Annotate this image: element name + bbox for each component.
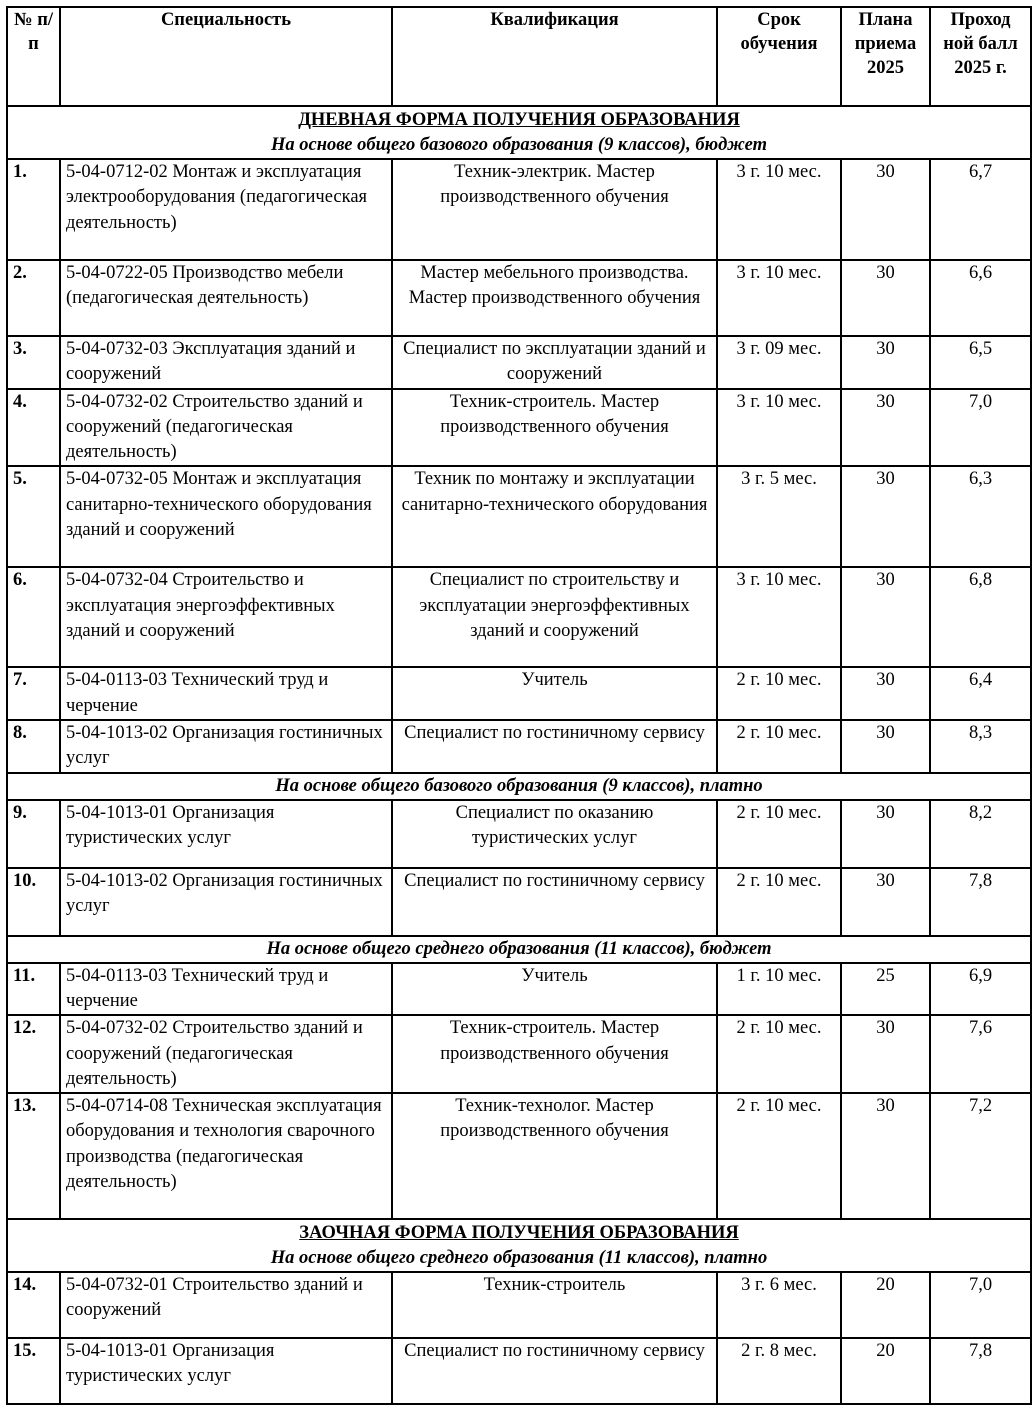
section-header-row — [7, 1219, 1031, 1246]
row-number: 2. — [7, 260, 60, 336]
duration-cell: 3 г. 10 мес. — [717, 567, 841, 667]
qualification-cell: Учитель — [392, 963, 717, 1016]
passing-score-cell: 8,2 — [930, 800, 1031, 868]
passing-score-cell: 6,3 — [930, 466, 1031, 567]
row-number: 11. — [7, 963, 60, 1016]
admission-plan-cell: 30 — [841, 1093, 930, 1219]
admission-plan-cell: 20 — [841, 1338, 930, 1404]
qualification-cell: Специалист по гостиничному сервису — [392, 868, 717, 936]
table-row — [7, 1093, 1031, 1219]
duration-cell: 2 г. 10 мес. — [717, 720, 841, 773]
table-row — [7, 389, 1031, 467]
table-row — [7, 336, 1031, 389]
specialty-cell: 5-04-0732-03 Эксплуатация зданий и сооружений — [60, 336, 392, 389]
subsection-title: На основе общего среднего образования (11 классов), платно — [7, 1246, 1031, 1272]
duration-cell: 2 г. 10 мес. — [717, 1093, 841, 1219]
passing-score-cell: 6,5 — [930, 336, 1031, 389]
passing-score-cell: 7,6 — [930, 1015, 1031, 1093]
qualification-cell: Техник-электрик. Мастер производственного обучения — [392, 159, 717, 260]
admission-plan-cell: 25 — [841, 963, 930, 1016]
subsection-title: На основе общего среднего образования (11 классов), бюджет — [7, 936, 1031, 963]
row-number: 9. — [7, 800, 60, 868]
table-row — [7, 159, 1031, 260]
duration-cell: 1 г. 10 мес. — [717, 963, 841, 1016]
admission-plan-cell: 30 — [841, 1015, 930, 1093]
passing-score-cell: 7,8 — [930, 1338, 1031, 1404]
row-number: 7. — [7, 667, 60, 720]
admission-plan-cell: 30 — [841, 868, 930, 936]
specialty-cell: 5-04-0712-02 Монтаж и эксплуатация электрооборудования (педагогическая деятельность) — [60, 159, 392, 260]
duration-cell: 3 г. 5 мес. — [717, 466, 841, 567]
header-plan: Плана приема 2025 — [841, 7, 930, 106]
table-row — [7, 260, 1031, 336]
qualification-cell: Техник-строитель. Мастер производственного обучения — [392, 389, 717, 467]
duration-cell: 3 г. 09 мес. — [717, 336, 841, 389]
passing-score-cell: 7,8 — [930, 868, 1031, 936]
qualification-cell: Специалист по строительству и эксплуатации энергоэффективных зданий и сооружений — [392, 567, 717, 667]
passing-score-cell: 6,7 — [930, 159, 1031, 260]
specialty-cell: 5-04-1013-01 Организация туристических услуг — [60, 1338, 392, 1404]
specialty-cell: 5-04-0732-02 Строительство зданий и сооружений (педагогическая деятельность) — [60, 1015, 392, 1093]
row-number: 13. — [7, 1093, 60, 1219]
qualification-cell: Специалист по гостиничному сервису — [392, 720, 717, 773]
subsection-header-row — [7, 773, 1031, 800]
passing-score-cell: 6,9 — [930, 963, 1031, 1016]
specialty-cell: 5-04-0732-01 Строительство зданий и сооружений — [60, 1272, 392, 1338]
header-num: № п/п — [7, 7, 60, 106]
header-duration: Срок обучения — [717, 7, 841, 106]
qualification-cell: Техник по монтажу и эксплуатации санитарно-технического оборудования — [392, 466, 717, 567]
admission-plan-cell: 30 — [841, 720, 930, 773]
admissions-table — [6, 6, 1032, 1405]
admission-plan-cell: 30 — [841, 667, 930, 720]
passing-score-cell: 7,2 — [930, 1093, 1031, 1219]
row-number: 4. — [7, 389, 60, 467]
table-row — [7, 868, 1031, 936]
admission-plan-cell: 30 — [841, 336, 930, 389]
qualification-cell: Специалист по эксплуатации зданий и сооружений — [392, 336, 717, 389]
admission-plan-cell: 30 — [841, 260, 930, 336]
specialty-cell: 5-04-0714-08 Техническая эксплуатация оборудования и технология сварочного производства (педагогическая деятельность) — [60, 1093, 392, 1219]
subsection-header-row — [7, 1246, 1031, 1272]
table-row — [7, 466, 1031, 567]
specialty-cell: 5-04-0113-03 Технический труд и черчение — [60, 963, 392, 1016]
header-specialty: Специальность — [60, 7, 392, 106]
table-row — [7, 1272, 1031, 1338]
admission-plan-cell: 30 — [841, 159, 930, 260]
passing-score-cell: 6,8 — [930, 567, 1031, 667]
passing-score-cell: 6,6 — [930, 260, 1031, 336]
row-number: 12. — [7, 1015, 60, 1093]
section-title: ЗАОЧНАЯ ФОРМА ПОЛУЧЕНИЯ ОБРАЗОВАНИЯ — [7, 1219, 1031, 1246]
row-number: 15. — [7, 1338, 60, 1404]
specialty-cell: 5-04-0732-02 Строительство зданий и сооружений (педагогическая деятельность) — [60, 389, 392, 467]
row-number: 5. — [7, 466, 60, 567]
passing-score-cell: 8,3 — [930, 720, 1031, 773]
subsection-title: На основе общего базового образования (9 классов), платно — [7, 773, 1031, 800]
row-number: 6. — [7, 567, 60, 667]
header-qualification: Квалификация — [392, 7, 717, 106]
duration-cell: 3 г. 10 мес. — [717, 260, 841, 336]
table-row — [7, 1015, 1031, 1093]
duration-cell: 2 г. 10 мес. — [717, 667, 841, 720]
passing-score-cell: 7,0 — [930, 389, 1031, 467]
row-number: 3. — [7, 336, 60, 389]
subsection-header-row — [7, 936, 1031, 963]
specialty-cell: 5-04-1013-01 Организация туристических услуг — [60, 800, 392, 868]
qualification-cell: Мастер мебельного производства. Мастер производственного обучения — [392, 260, 717, 336]
duration-cell: 2 г. 10 мес. — [717, 868, 841, 936]
table-header-row — [7, 7, 1031, 106]
qualification-cell: Учитель — [392, 667, 717, 720]
table-row — [7, 720, 1031, 773]
passing-score-cell: 7,0 — [930, 1272, 1031, 1338]
row-number: 14. — [7, 1272, 60, 1338]
table-row — [7, 667, 1031, 720]
table-row — [7, 567, 1031, 667]
specialty-cell: 5-04-0113-03 Технический труд и черчение — [60, 667, 392, 720]
duration-cell: 3 г. 10 мес. — [717, 159, 841, 260]
table-row — [7, 963, 1031, 1016]
admission-plan-cell: 20 — [841, 1272, 930, 1338]
duration-cell: 2 г. 10 мес. — [717, 1015, 841, 1093]
table-body — [7, 106, 1031, 1404]
row-number: 8. — [7, 720, 60, 773]
section-title: ДНЕВНАЯ ФОРМА ПОЛУЧЕНИЯ ОБРАЗОВАНИЯ — [7, 106, 1031, 133]
subsection-title: На основе общего базового образования (9 классов), бюджет — [7, 133, 1031, 159]
specialty-cell: 5-04-0732-05 Монтаж и эксплуатация санитарно-технического оборудования зданий и сооружений — [60, 466, 392, 567]
specialty-cell: 5-04-1013-02 Организация гостиничных услуг — [60, 720, 392, 773]
row-number: 10. — [7, 868, 60, 936]
qualification-cell: Техник-технолог. Мастер производственного обучения — [392, 1093, 717, 1219]
qualification-cell: Специалист по оказанию туристических услуг — [392, 800, 717, 868]
duration-cell: 2 г. 8 мес. — [717, 1338, 841, 1404]
duration-cell: 3 г. 6 мес. — [717, 1272, 841, 1338]
row-number: 1. — [7, 159, 60, 260]
admission-plan-cell: 30 — [841, 800, 930, 868]
qualification-cell: Техник-строитель — [392, 1272, 717, 1338]
qualification-cell: Техник-строитель. Мастер производственного обучения — [392, 1015, 717, 1093]
passing-score-cell: 6,4 — [930, 667, 1031, 720]
specialty-cell: 5-04-0732-04 Строительство и эксплуатация энергоэффективных зданий и сооружений — [60, 567, 392, 667]
duration-cell: 3 г. 10 мес. — [717, 389, 841, 467]
admission-plan-cell: 30 — [841, 567, 930, 667]
specialty-cell: 5-04-1013-02 Организация гостиничных услуг — [60, 868, 392, 936]
header-score: Проход ной балл 2025 г. — [930, 7, 1031, 106]
duration-cell: 2 г. 10 мес. — [717, 800, 841, 868]
admission-plan-cell: 30 — [841, 466, 930, 567]
subsection-header-row — [7, 133, 1031, 159]
section-header-row — [7, 106, 1031, 133]
specialty-cell: 5-04-0722-05 Производство мебели (педагогическая деятельность) — [60, 260, 392, 336]
table-row — [7, 1338, 1031, 1404]
admission-plan-cell: 30 — [841, 389, 930, 467]
table-row — [7, 800, 1031, 868]
qualification-cell: Специалист по гостиничному сервису — [392, 1338, 717, 1404]
